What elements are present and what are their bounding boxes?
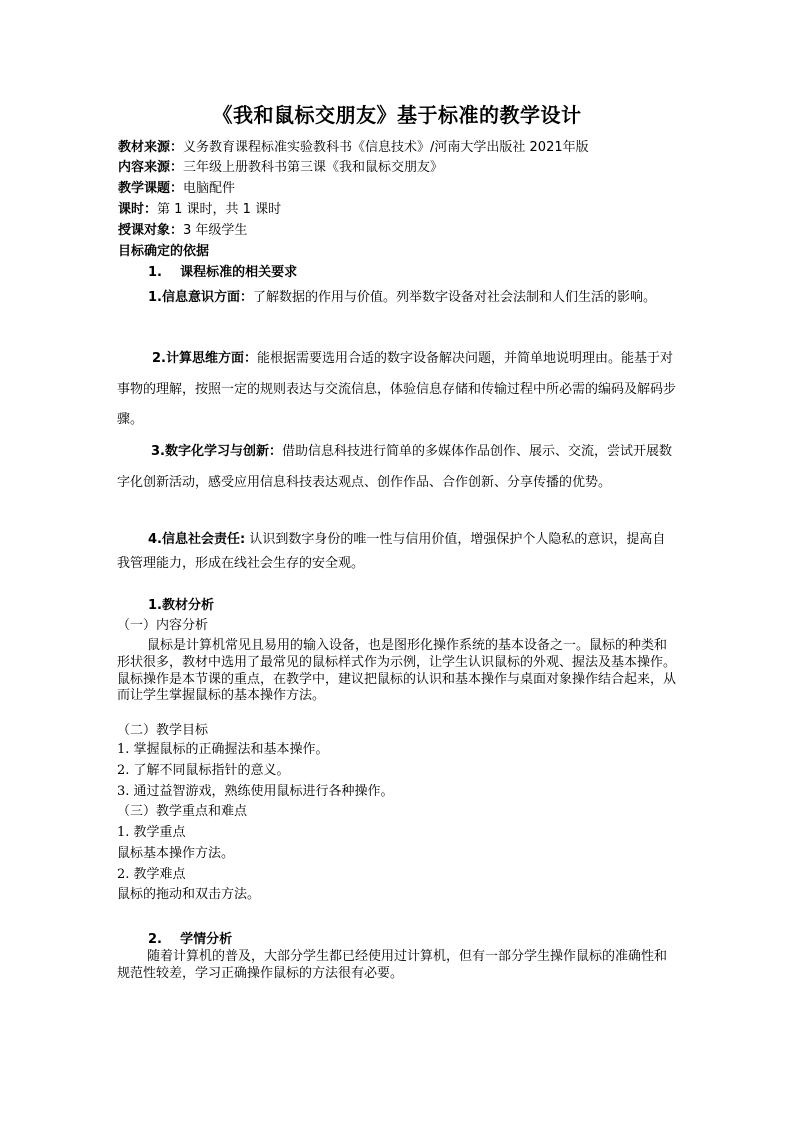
standard-paragraph-4	[117, 528, 677, 576]
learner-paragraph: 随着计算机的普及，大部分学生都已经使用过计算机，但有一部分学生操作鼠标的准确性和规范性较差，学习正确操作鼠标的方法很有必要。	[117, 949, 668, 981]
info-value: 义务教育课程标准实验教科书《信息技术》/河南大学出版社 2021年版	[183, 140, 589, 155]
info-line-content	[118, 160, 794, 176]
goal-item: 3. 通过益智游戏，熟练使用鼠标进行各种操作。	[117, 784, 394, 799]
key-point-label: 1. 教学重点	[117, 825, 186, 840]
info-line-hours	[118, 202, 794, 218]
goal-item: 2. 了解不同鼠标指针的意义。	[117, 763, 290, 778]
page-title: 《我和鼠标交朋友》基于标准的教学设计	[212, 103, 582, 127]
content-paragraph: 鼠标是计算机常见且易用的输入设备，也是图形化操作系统的基本设备之一。鼠标的种类和形状很多，教材中选用了最常见的鼠标样式作为示例，让学生认识鼠标的外观、握法及基本操作。鼠标操作是本节课的重点，在教学中，建议把鼠标的认识和基本操作与桌面对象操作结合起来，从而让学生掌握鼠标的基本操作方法。	[117, 638, 677, 704]
standard-label: 4.信息社会责任:	[148, 532, 246, 547]
info-value: 3 年级学生	[183, 223, 248, 238]
info-value: 第 1 课时，共 1 课时	[157, 202, 282, 217]
info-label: 教学课题：	[118, 181, 184, 196]
info-value: 电脑配件	[183, 181, 236, 196]
standard-label: 3.数字化学习与创新：	[151, 444, 282, 459]
standard-text: 认识到数字身份的唯一性与信用价值，增强保护个人隐私的意识，提高自我管理能力，形成在线社会生存的安全观。	[117, 532, 666, 571]
standard-label: 2.计算思维方面：	[152, 351, 257, 366]
standard-text: 能根据需要选用合适的数字设备解决问题，并简单地说明理由。能基于对事物的理解，按照一定的规则表达与交流信息，体验信息存储和传输过程中所必需的编码及解码步骤。	[117, 351, 677, 427]
info-label: 教材来源：	[118, 140, 184, 155]
goal-item: 1. 掌握鼠标的正确握法和基本操作。	[117, 742, 329, 757]
key-heading: （三）教学重点和难点	[117, 804, 248, 819]
analysis-heading: 1.教材分析	[148, 598, 214, 613]
info-line-audience	[118, 223, 794, 239]
goals-heading: （二）教学目标	[117, 723, 209, 738]
info-line-topic	[118, 181, 794, 197]
difficult-label: 2. 教学难点	[117, 867, 186, 882]
info-label: 内容来源：	[118, 160, 184, 175]
learner-heading: 2. 学情分析	[148, 932, 233, 947]
info-value: 三年级上册教科书第三课《我和鼠标交朋友》	[183, 160, 444, 175]
content-heading: （一）内容分析	[117, 618, 209, 633]
info-line-source	[118, 140, 794, 156]
standard-paragraph-2	[117, 344, 677, 436]
difficult-text: 鼠标的拖动和双击方法。	[117, 887, 261, 902]
info-label: 课时：	[118, 202, 158, 217]
key-point-text: 鼠标基本操作方法。	[117, 846, 235, 861]
standard-paragraph-1	[117, 283, 677, 314]
standards-heading: 1. 课程标准的相关要求	[148, 265, 298, 280]
basis-heading: 目标确定的依据	[118, 244, 210, 259]
standard-label: 1.信息意识方面：	[148, 290, 253, 305]
standard-text: 了解数据的作用与价值。列举数字设备对社会法制和人们生活的影响。	[252, 290, 656, 305]
standard-paragraph-3	[117, 437, 677, 498]
standard-text: 借助信息科技进行简单的多媒体作品创作、展示、交流，尝试开展数字化创新活动，感受应用信息科技表达观点、创作作品、合作创新、分享传播的优势。	[117, 444, 672, 490]
info-label: 授课对象：	[118, 223, 184, 238]
